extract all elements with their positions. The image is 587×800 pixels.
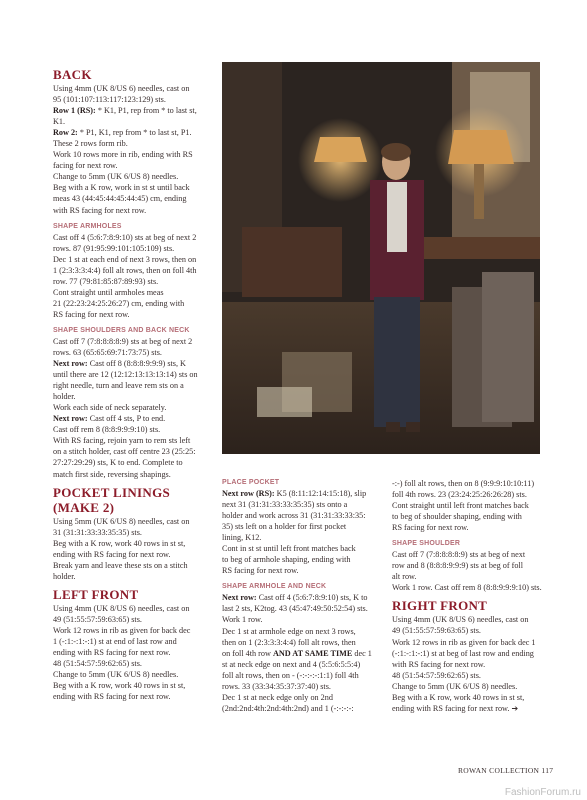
- text-line: st at neck edge on next and 4 (5:5:6:5:5:4): [222, 659, 361, 669]
- text-line: Cast off rem 8 (8:8:9:9:9:10) sts.: [53, 425, 161, 435]
- row-1-instruction: [53, 105, 221, 116]
- place-pocket-instruction: [222, 488, 390, 499]
- text-line: foll alt rows, then on - (-:-:-:-:1:1) foll 4th: [222, 670, 359, 680]
- text-line: row. 77 (79:81:85:87:89:93) sts.: [53, 276, 159, 286]
- text-line: Work 1 row. Cast off rem 8 (8:8:9:9:9:10) sts.: [392, 583, 542, 593]
- armholes-subheading: SHAPE ARMHOLES: [53, 222, 122, 230]
- text-line: rows. 33 (33:34:35:37:37:40) sts.: [222, 681, 331, 691]
- next-row-text: Cast off 8 (8:8:8:9:9:9) sts, K: [87, 359, 186, 369]
- text-line: Change to 5mm (UK 6/US 8) needles.: [53, 670, 179, 680]
- text-line: Dec 1 st at armhole edge on next 3 rows,: [222, 626, 356, 636]
- text-line: Work 12 rows in rib as given for back dec: [53, 625, 191, 635]
- text-line: (-:1:-:1:-:1) st at beg of last row and ending: [392, 648, 534, 658]
- row-1-text: * K1, P1, rep from * to last st,: [95, 106, 197, 116]
- next-row-text: Cast off 4 (5:6:7:8:9:10) sts, K to: [256, 593, 368, 603]
- same-time-pre: on foll 4th row: [222, 648, 273, 658]
- row-1-label: Row 1 (RS):: [53, 106, 96, 116]
- next-row-text: Cast off 4 sts, P to end.: [87, 414, 166, 424]
- same-time-line: [222, 648, 390, 659]
- text-line: then on 1 (2:3:3:3:4:4) foll alt rows, then: [222, 637, 356, 647]
- page-folio: ROWAN COLLECTION 117: [458, 766, 554, 775]
- text-line: 49 (51:55:57:59:63:65) sts.: [53, 614, 142, 624]
- text-line: RS facing for next row.: [392, 523, 469, 533]
- text-line: Dec 1 st at each end of next 3 rows, then on: [53, 254, 197, 264]
- text-line: on a stitch holder, cast off centre 23 (25:25:: [53, 447, 196, 457]
- text-line: 21 (22:23:24:25:26:27) cm, ending with: [53, 298, 185, 308]
- next-row-label: Next row:: [222, 593, 257, 603]
- next-row-rs-label: Next row (RS):: [222, 489, 275, 498]
- text-line: until there are 12 (12:12:13:13:13:14) sts on: [53, 370, 198, 380]
- text-line: ending with RS facing for next row.: [392, 703, 510, 713]
- text-line: Using 4mm (UK 8/US 6) needles, cast on: [392, 615, 529, 625]
- text-line: meas 43 (44:45:44:45:44:45) cm, ending: [53, 194, 187, 204]
- row-2-label: Row 2:: [53, 128, 78, 138]
- text-line: to beg of shoulder shaping, ending with: [392, 512, 522, 522]
- text-line: Using 4mm (UK 8/US 6) needles, cast on: [53, 84, 190, 93]
- text-line: last 2 sts, K2tog. 43 (45:47:49:50:52:54) sts.: [222, 604, 368, 614]
- text-line: rows. 63 (65:65:69:71:73:75) sts.: [53, 347, 162, 357]
- text-line: Cont straight until left front matches back: [392, 501, 529, 511]
- text-line: 95 (101:107:113:117:123:129) sts.: [53, 95, 166, 105]
- text-line: Work 1 row.: [222, 615, 263, 625]
- text-line: RS facing for next row.: [222, 566, 299, 576]
- text-line: right needle, turn and leave rem sts on a: [53, 381, 184, 391]
- pocket-linings-heading: POCKET LININGS: [53, 484, 171, 500]
- armhole-neck-subheading: SHAPE ARMHOLE AND NECK: [222, 583, 327, 591]
- row-2-instruction: [53, 127, 221, 138]
- text-line: RS facing for next row.: [53, 309, 130, 319]
- text-line: foll 4th rows. 23 (23:24:25:26:26:28) sts.: [392, 490, 527, 500]
- text-line: 1 (-:1:-:1:-:1) st at end of last row and: [53, 636, 177, 646]
- next-row-rs-text: K5 (8:11:12:14:15:18), slip: [274, 489, 367, 498]
- right-front-heading: RIGHT FRONT: [392, 598, 488, 614]
- back-heading: BACK: [53, 67, 92, 82]
- text-line: ending with RS facing for next row.: [53, 648, 171, 658]
- text-line: 48 (51:54:57:59:62:65) sts.: [392, 670, 481, 680]
- continue-arrow-icon: ➔: [511, 703, 519, 713]
- text-line: Change to 5mm (UK 6/US 8) needles.: [53, 172, 179, 182]
- text-line: lining, K12.: [222, 533, 262, 543]
- text-line: Cast off 7 (7:8:8:8:8:9) sts at beg of next 2: [53, 336, 193, 346]
- text-line: Beg with a K row, work 40 rows in st st,: [392, 692, 525, 702]
- armhole-instruction: [222, 592, 390, 603]
- text-line: 35) sts left on a holder for first pocket: [222, 522, 347, 532]
- same-time-bold: AND AT SAME TIME: [272, 648, 353, 658]
- text-line: to beg of armhole shaping, ending with: [222, 555, 351, 565]
- text-line: Cont in st st until left front matches back: [222, 544, 356, 554]
- text-line: Dec 1 st at neck edge only on 2nd: [222, 692, 333, 702]
- text-line: Beg with a K row, work 40 rows in st st,: [53, 681, 186, 691]
- text-line: (2nd:2nd:4th:2nd:4th:2nd) and 1 (-:-:-:-:: [222, 703, 354, 713]
- text-line: -:-) foll alt rows, then on 8 (9:9:9:10:10:11): [392, 479, 535, 488]
- column-2: [222, 478, 390, 714]
- text-line: Cast off 7 (7:8:8:8:8:9) sts at beg of next: [392, 550, 526, 560]
- text-line: 49 (51:55:57:59:63:65) sts.: [392, 626, 481, 636]
- text-line: holder.: [53, 392, 76, 402]
- text-line: Break yarn and leave these sts on a stitch: [53, 560, 188, 570]
- text-line: rows. 87 (91:95:99:101:105:109) sts.: [53, 243, 175, 253]
- next-row-instruction: [53, 413, 221, 424]
- text-line: with RS facing for next row.: [53, 205, 147, 215]
- text-line: holder and work across 31 (31:31:33:33:35:: [222, 511, 366, 521]
- pocket-linings-heading-2: (MAKE 2): [53, 499, 115, 515]
- text-line: Beg with a K row, work in st st until back: [53, 183, 190, 193]
- text-line: Cont straight until armholes meas: [53, 287, 164, 297]
- text-line: match first side, reversing shapings.: [53, 469, 171, 479]
- text-line: With RS facing, rejoin yarn to rem sts left: [53, 436, 191, 446]
- text-line: Cast off 4 (5:6:7:8:9:10) sts at beg of next 2: [53, 232, 197, 242]
- text-line: K1.: [53, 117, 66, 127]
- text-line: Beg with a K row, work 40 rows in st st,: [53, 538, 186, 548]
- column-1: [53, 68, 221, 702]
- shoulder-subheading: SHAPE SHOULDER: [392, 540, 461, 548]
- row-2-text: * P1, K1, rep from * to last st, P1.: [77, 128, 192, 138]
- text-line: ending with RS facing for next row.: [53, 549, 171, 559]
- text-line: 27:27:29:29) sts, K to end. Complete to: [53, 458, 183, 468]
- text-line: row and 8 (8:8:8:9:9:9) sts at beg of foll: [392, 561, 523, 571]
- same-time-post: dec 1: [352, 648, 372, 658]
- shoulders-subheading: SHAPE SHOULDERS AND BACK NECK: [53, 326, 190, 334]
- text-line: facing for next row.: [53, 161, 118, 171]
- next-row-instruction: [53, 358, 221, 369]
- column-3: [392, 478, 552, 714]
- text-line: 1 (2:3:3:3:4:4) foll alt rows, then on foll 4th: [53, 265, 197, 275]
- watermark: FashionForum.ru: [504, 787, 581, 798]
- text-line: These 2 rows form rib.: [53, 139, 128, 149]
- next-row-label: Next row:: [53, 414, 88, 424]
- text-line: Change to 5mm (UK 6/US 8) needles.: [392, 681, 518, 691]
- text-line: Using 4mm (UK 8/US 6) needles, cast on: [53, 603, 190, 613]
- place-pocket-subheading: PLACE POCKET: [222, 479, 280, 486]
- text-line: ending with RS facing for next row.: [53, 692, 171, 702]
- text-line: Using 5mm (UK 6/US 8) needles, cast on: [53, 516, 190, 526]
- text-line: with RS facing for next row.: [392, 659, 486, 669]
- text-line: alt row.: [392, 572, 417, 582]
- next-row-label: Next row:: [53, 359, 88, 369]
- left-front-heading: LEFT FRONT: [53, 586, 139, 602]
- text-line: holder.: [53, 571, 76, 581]
- text-line: 31 (31:31:33:33:35:35) sts.: [53, 527, 142, 537]
- model-photo: [222, 62, 540, 454]
- text-line: Work 10 rows more in rib, ending with RS: [53, 150, 193, 160]
- text-line: Work 12 rows in rib as given for back dec 1: [392, 637, 536, 647]
- photo-illustration: [222, 62, 540, 454]
- text-line: 48 (51:54:57:59:62:65) sts.: [53, 659, 142, 669]
- text-line: next 31 (31:31:33:33:35:35) sts onto a: [222, 500, 348, 510]
- last-text-line: [392, 703, 552, 714]
- text-line: Work each side of neck separately.: [53, 403, 167, 413]
